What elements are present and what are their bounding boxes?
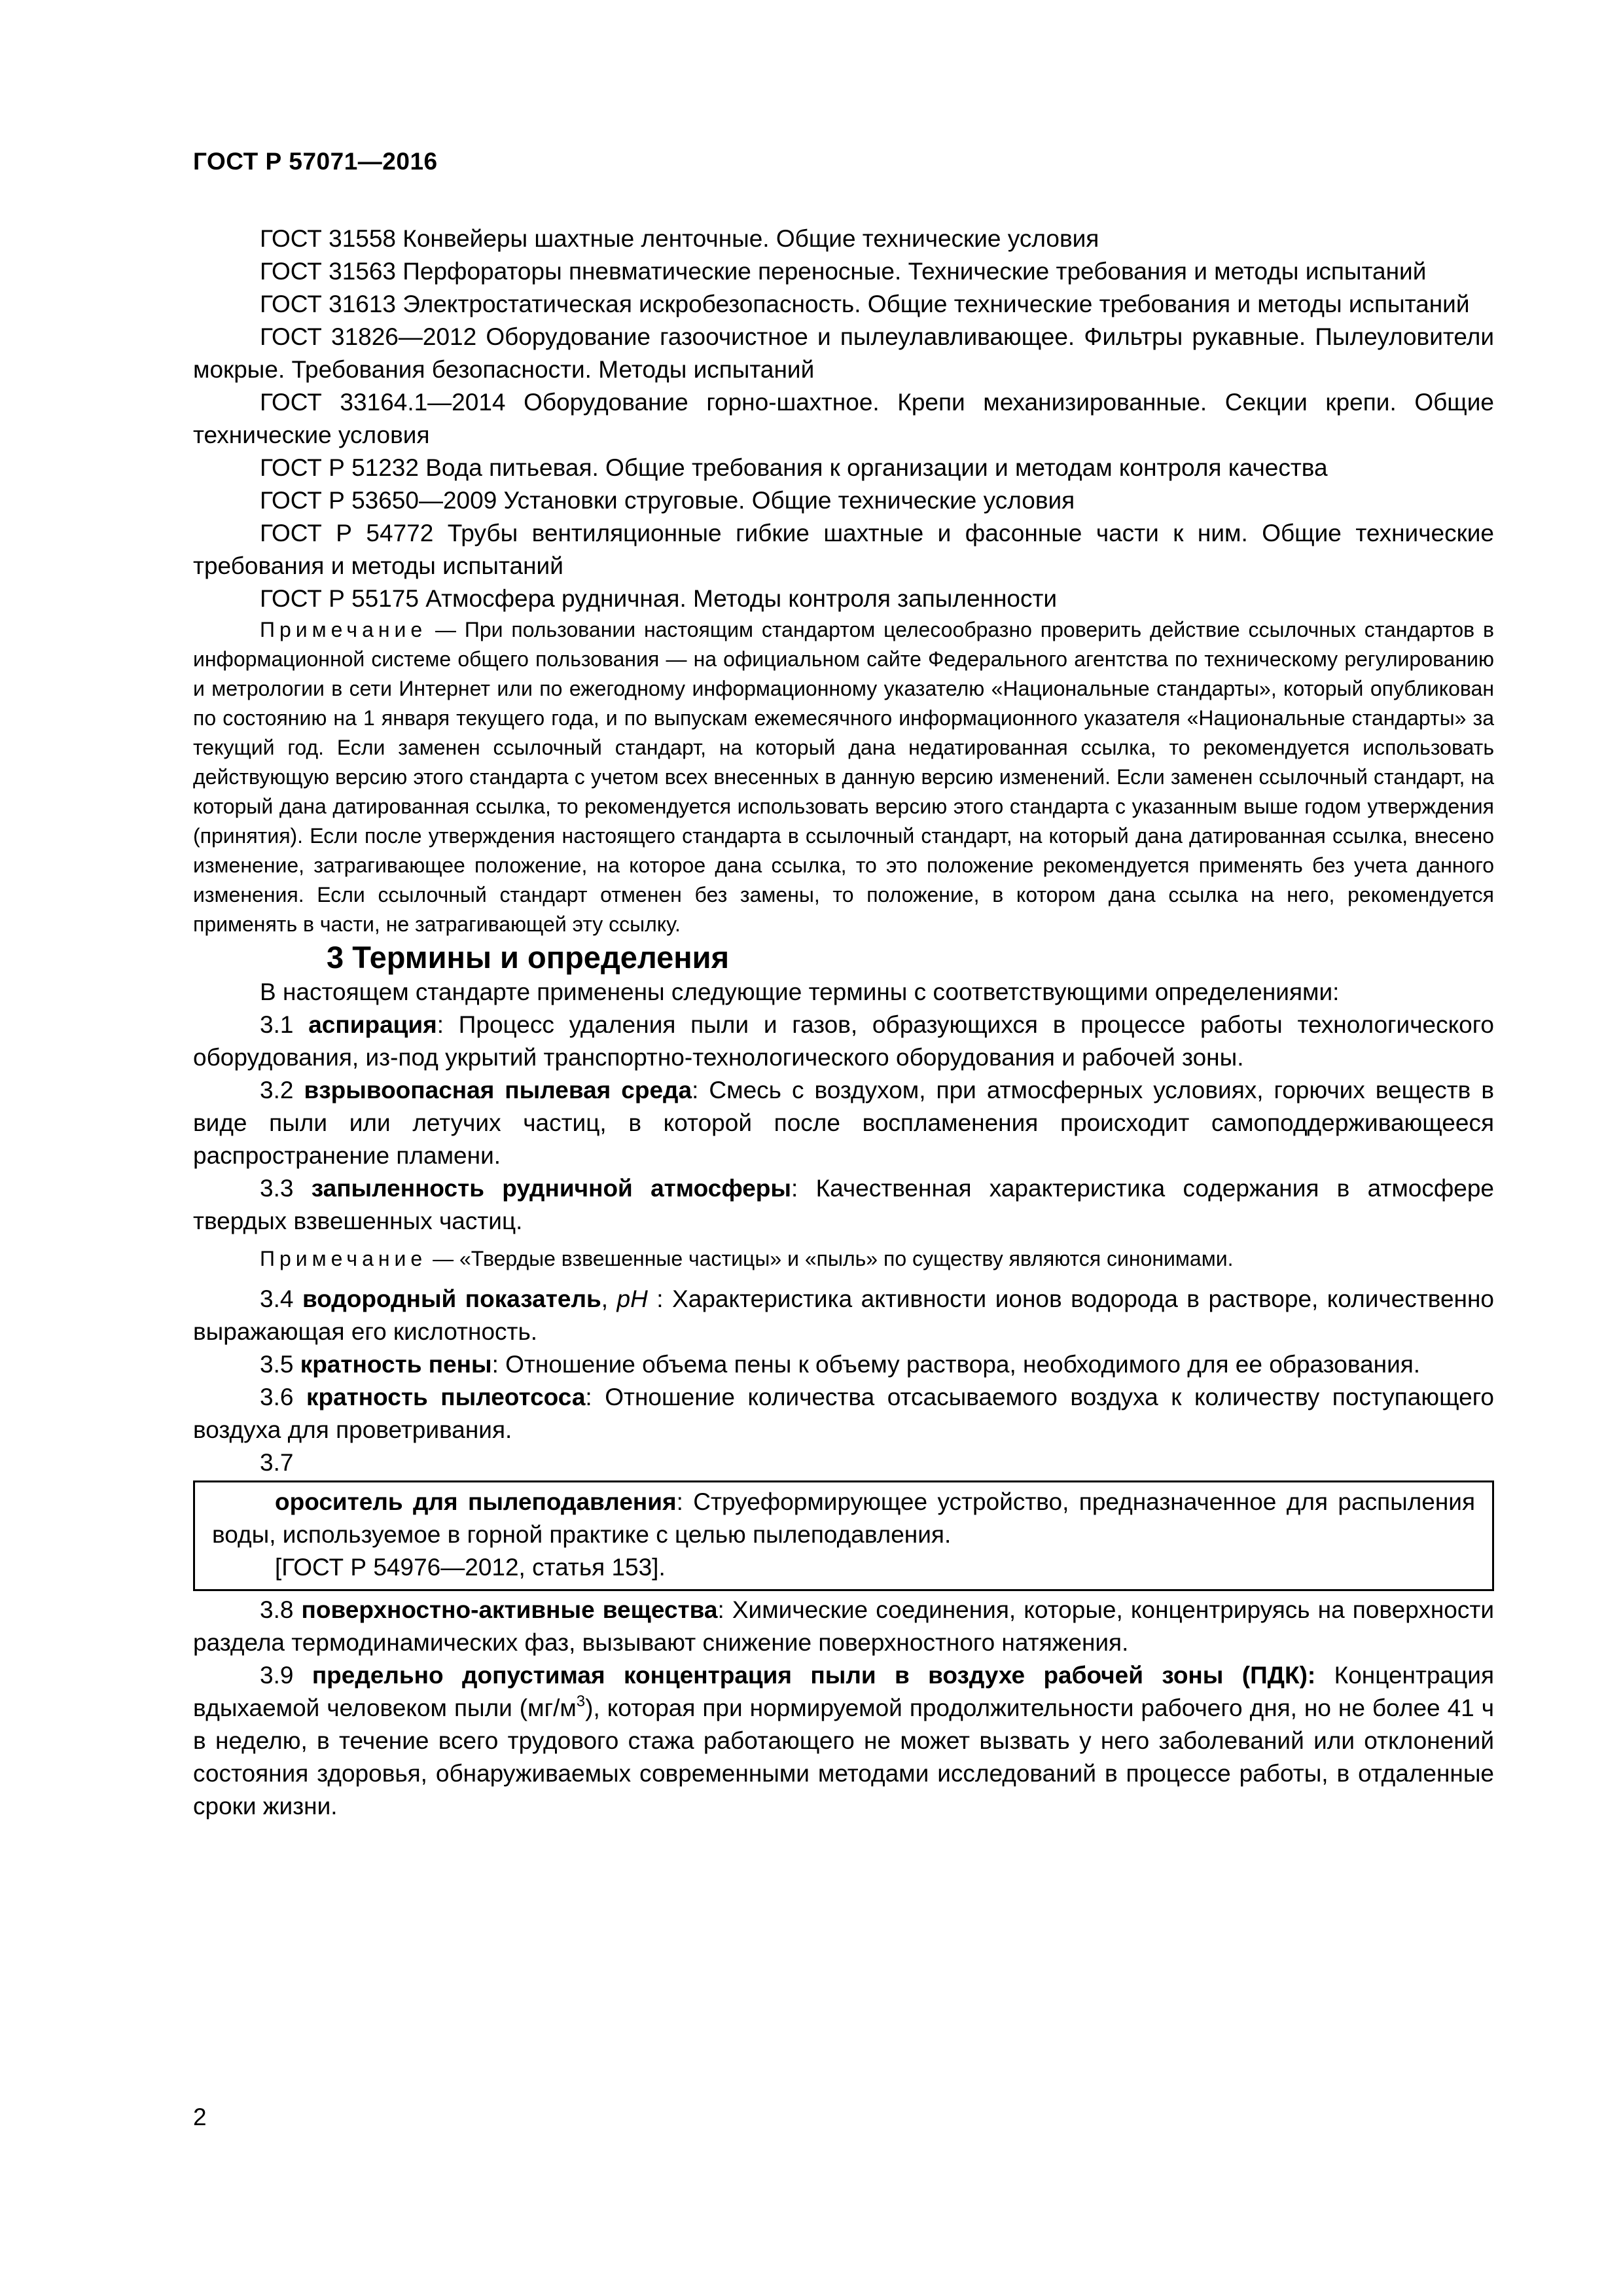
superscript: 3 [576, 1692, 586, 1710]
term-3-7 [212, 1486, 1475, 1551]
term-name: аспирация [308, 1011, 437, 1038]
term-number: 3.6 [260, 1384, 306, 1410]
document-header: ГОСТ Р 57071—2016 [193, 148, 438, 175]
term-number: 3.9 [260, 1662, 312, 1689]
term-3-8 [193, 1594, 1494, 1659]
reference-item: ГОСТ Р 54772 Трубы вентиляционные гибкие шахтные и фасонные части к ним. Общие технические требования и методы испытаний [193, 520, 1494, 579]
term-number: 3.4 [260, 1285, 302, 1312]
term-source: [ГОСТ Р 54976—2012, статья 153]. [275, 1554, 666, 1581]
term-separator: , [601, 1285, 617, 1312]
references-note [193, 615, 1494, 939]
note-label: Примечание [260, 618, 427, 641]
term-definition: : Химические соединения, которые, концентрируясь на поверхности раздела термодинамических фаз, вызывают снижение поверхностного натяжения. [193, 1596, 1494, 1656]
term-3-1 [193, 1009, 1494, 1074]
reference-item: ГОСТ Р 51232 Вода питьевая. Общие требования к организации и методам контроля качества [260, 454, 1328, 481]
reference-item: ГОСТ 31558 Конвейеры шахтные ленточные. Общие технические условия [260, 225, 1099, 252]
reference-item: ГОСТ Р 55175 Атмосфера рудничная. Методы контроля запыленности [260, 585, 1058, 612]
term-note [193, 1244, 1494, 1274]
term-definition: : Характеристика активности ионов водорода в растворе, количественно выражающая его кислотность. [193, 1285, 1494, 1345]
term-number: 3.5 [260, 1351, 300, 1378]
section-title: 3 Термины и определения [327, 940, 729, 975]
term-definition: Концентрация вдыхаемой человеком пыли (мг/м [193, 1662, 1494, 1721]
term-definition: : Смесь с воздухом, при атмосферных условиях, горючих веществ в виде пыли или летучих частиц, в которой после воспламенения происходит самоподдерживающееся распространение пламени. [193, 1077, 1494, 1169]
term-3-6 [193, 1381, 1494, 1446]
term-name: предельно допустимая концентрация пыли в воздухе рабочей зоны (ПДК): [312, 1662, 1316, 1689]
reference-item: ГОСТ 33164.1—2014 Оборудование горно-шахтное. Крепи механизированные. Секции крепи. Общие технические условия [193, 389, 1494, 448]
page-number: 2 [193, 2104, 207, 2130]
term-name: ороситель для пылеподавления [275, 1488, 677, 1515]
term-name: поверхностно-активные вещества [301, 1596, 718, 1623]
term-definition: : Отношение объема пены к объему раствора, необходимого для ее образования. [491, 1351, 1421, 1378]
reference-item: ГОСТ 31613 Электростатическая искробезопасность. Общие технические требования и методы испытаний [260, 291, 1470, 317]
term-definition: : Струеформирующее устройство, предназначенное для распыления воды, используемое в горной практике с целью пылеподавления. [212, 1488, 1475, 1548]
note-text: — При пользовании настоящим стандартом целесообразно проверить действие ссылочных стандартов в информационной системе общего пользования — на официальном сайте Федерального агентства по техническому регулированию и метрологии в сети Интернет или по ежегодному информационному указателю «Национальные стандарты», который опубликован по состоянию на 1 января текущего года, и по выпускам ежемесячного информационного указателя «Национальные стандарты» за текущий год. Если заменен ссылочный стандарт, на который дана недатированная ссылка, то рекомендуется использовать действующую версию этого стандарта с учетом всех внесенных в данную версию изменений. Если заменен ссылочный стандарт, на который дана датированная ссылка, то рекомендуется использовать версию этого стандарта с указанным выше годом утверждения (принятия). Если после утверждения настоящего стандарта в ссылочный стандарт, на который дана датированная ссылка, внесено изменение, затрагивающее положение, на которое дана ссылка, то это положение рекомендуется применять без учета данного изменения. Если ссылочный стандарт отменен без замены, то положение, в котором дана ссылка на него, рекомендуется применять в части, не затрагивающей эту ссылку. [193, 618, 1494, 936]
term-name: запыленность рудничной атмосферы [311, 1175, 792, 1202]
term-symbol: pH [616, 1285, 648, 1312]
reference-item: ГОСТ Р 53650—2009 Установки струговые. Общие технические условия [260, 487, 1075, 514]
term-name: взрывоопасная пылевая среда [304, 1077, 692, 1103]
term-3-5 [193, 1348, 1494, 1381]
term-number: 3.3 [260, 1175, 312, 1202]
term-3-7-frame [193, 1480, 1494, 1591]
term-definition: : Отношение количества отсасываемого воздуха к количеству поступающего воздуха для проветривания. [193, 1384, 1495, 1443]
reference-item: ГОСТ 31563 Перфораторы пневматические переносные. Технические требования и методы испытаний [260, 258, 1427, 285]
document-body [193, 223, 1494, 1823]
term-name: водородный показатель [302, 1285, 601, 1312]
note-label: Примечание [260, 1247, 427, 1270]
term-number: 3.8 [260, 1596, 302, 1623]
term-3-4 [193, 1283, 1494, 1348]
reference-item: ГОСТ 31826—2012 Оборудование газоочистное и пылеулавливающее. Фильтры рукавные. Пылеуловители мокрые. Требования безопасности. Методы испытаний [193, 323, 1494, 383]
term-number: 3.2 [260, 1077, 304, 1103]
note-text: — «Твердые взвешенные частицы» и «пыль» по существу являются синонимами. [427, 1247, 1234, 1270]
term-3-7-number: 3.7 [260, 1449, 294, 1476]
term-3-3 [193, 1172, 1494, 1238]
term-definition: : Процесс удаления пыли и газов, образующихся в процессе работы технологического оборудования, из-под укрытий транспортно-технологического оборудования и рабочей зоны. [193, 1011, 1495, 1071]
term-number: 3.1 [260, 1011, 309, 1038]
term-definition: : Качественная характеристика содержания в атмосфере твердых взвешенных частиц. [193, 1175, 1495, 1234]
section-intro: В настоящем стандарте применены следующие термины с соответствующими определениями: [260, 978, 1340, 1005]
term-3-9 [193, 1659, 1494, 1823]
term-3-2 [193, 1074, 1494, 1172]
term-name: кратность пылеотсоса [306, 1384, 586, 1410]
term-definition-cont: ), которая при нормируемой продолжительности рабочего дня, но не более 41 ч в неделю, в течение всего трудового стажа работающего не может вызвать у него заболеваний или отклонений состояния здоровья, обнаруживаемых современными методами исследований в процессе работы, в отдаленные сроки жизни. [193, 1695, 1494, 1820]
term-name: кратность пены [300, 1351, 492, 1378]
